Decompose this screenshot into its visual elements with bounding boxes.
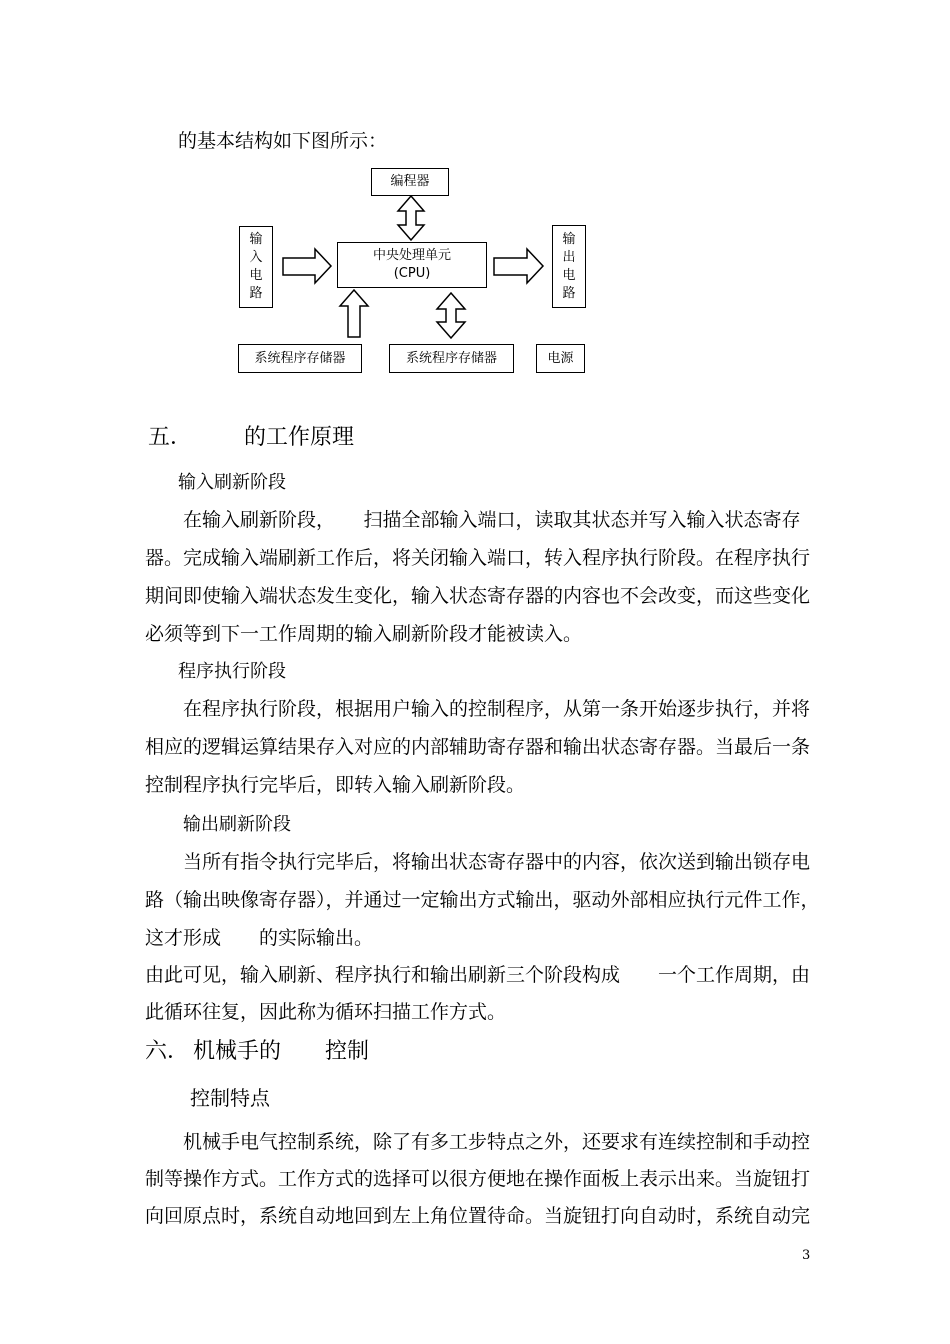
paragraph-line: 此循环往复，因此称为循环扫描工作方式。 bbox=[145, 1001, 507, 1023]
output-circuit-char: 出 bbox=[562, 249, 576, 265]
section-number-6: 六． bbox=[145, 1039, 190, 1064]
double-arrow-vertical-icon bbox=[437, 293, 465, 338]
system-memory-label-1: 系统程序存储器 bbox=[254, 350, 346, 366]
input-circuit-char: 入 bbox=[249, 250, 263, 266]
paragraph-line: 向回原点时，系统自动地回到左上角位置待命。当旋钮打向自动时，系统自动完 bbox=[145, 1205, 811, 1227]
output-circuit-char: 电 bbox=[562, 267, 576, 283]
cpu-abbrev: (CPU) bbox=[393, 266, 431, 281]
cpu-label: 中央处理单元 bbox=[372, 248, 451, 264]
input-circuit-char: 电 bbox=[249, 268, 263, 284]
intro-text: 的基本结构如下图所示： bbox=[178, 130, 388, 152]
output-circuit-char: 路 bbox=[562, 285, 576, 301]
paragraph-line: 相应的逻辑运算结果存入对应的内部辅助寄存器和输出状态寄存器。当最后一条 bbox=[145, 736, 811, 758]
input-circuit-char: 路 bbox=[249, 286, 263, 302]
input-circuit-char: 输 bbox=[249, 232, 263, 248]
programmer-label: 编程器 bbox=[390, 174, 430, 190]
power-label: 电源 bbox=[547, 350, 574, 366]
section-title-5: 的工作原理 bbox=[244, 425, 355, 450]
paragraph-line: 在输入刷新阶段， 扫描全部输入端口，读取其状态并写入输入状态寄存 bbox=[183, 509, 801, 531]
output-circuit-char: 输 bbox=[562, 231, 576, 247]
paragraph-line: 控制程序执行完毕后，即转入输入刷新阶段。 bbox=[145, 774, 526, 796]
diagram-arrows bbox=[0, 0, 950, 400]
paragraph-line: 制等操作方式。工作方式的选择可以很方便地在操作面板上表示出来。当旋钮打 bbox=[145, 1168, 811, 1190]
program-exec-heading: 程序执行阶段 bbox=[178, 661, 286, 682]
paragraph-line: 这才形成 的实际输出。 bbox=[145, 927, 374, 949]
paragraph-line: 由此可见，输入刷新、程序执行和输出刷新三个阶段构成 一个工作周期，由 bbox=[145, 964, 811, 986]
paragraph-line: 在程序执行阶段，根据用户输入的控制程序，从第一条开始逐步执行，并将 bbox=[183, 698, 811, 720]
paragraph-line: 当所有指令执行完毕后，将输出状态寄存器中的内容，依次送到输出锁存电 bbox=[183, 851, 811, 873]
system-memory-label-2: 系统程序存储器 bbox=[405, 350, 497, 366]
up-arrow-icon bbox=[340, 290, 368, 337]
output-refresh-heading: 输出刷新阶段 bbox=[183, 814, 291, 835]
paragraph-line: 机械手电气控制系统，除了有多工步特点之外，还要求有连续控制和手动控 bbox=[183, 1131, 811, 1153]
paragraph-line: 路（输出映像寄存器），并通过一定输出方式输出，驱动外部相应执行元件工作， bbox=[145, 889, 820, 911]
double-arrow-vertical-icon bbox=[398, 196, 424, 240]
page-number: 3 bbox=[802, 1248, 811, 1263]
control-features-heading: 控制特点 bbox=[190, 1086, 270, 1110]
right-arrow-icon bbox=[494, 249, 543, 283]
paragraph-line: 期间即使输入端状态发生变化，输入状态寄存器的内容也不会改变，而这些变化 bbox=[145, 585, 811, 607]
right-arrow-icon bbox=[283, 249, 331, 283]
paragraph-line: 器。完成输入端刷新工作后，将关闭输入端口，转入程序执行阶段。在程序执行 bbox=[145, 547, 811, 569]
section-title-6: 机械手的 控制 bbox=[193, 1039, 370, 1064]
paragraph-line: 必须等到下一工作周期的输入刷新阶段才能被读入。 bbox=[145, 623, 583, 645]
input-refresh-heading: 输入刷新阶段 bbox=[178, 472, 286, 493]
section-number-5: 五． bbox=[148, 425, 193, 450]
